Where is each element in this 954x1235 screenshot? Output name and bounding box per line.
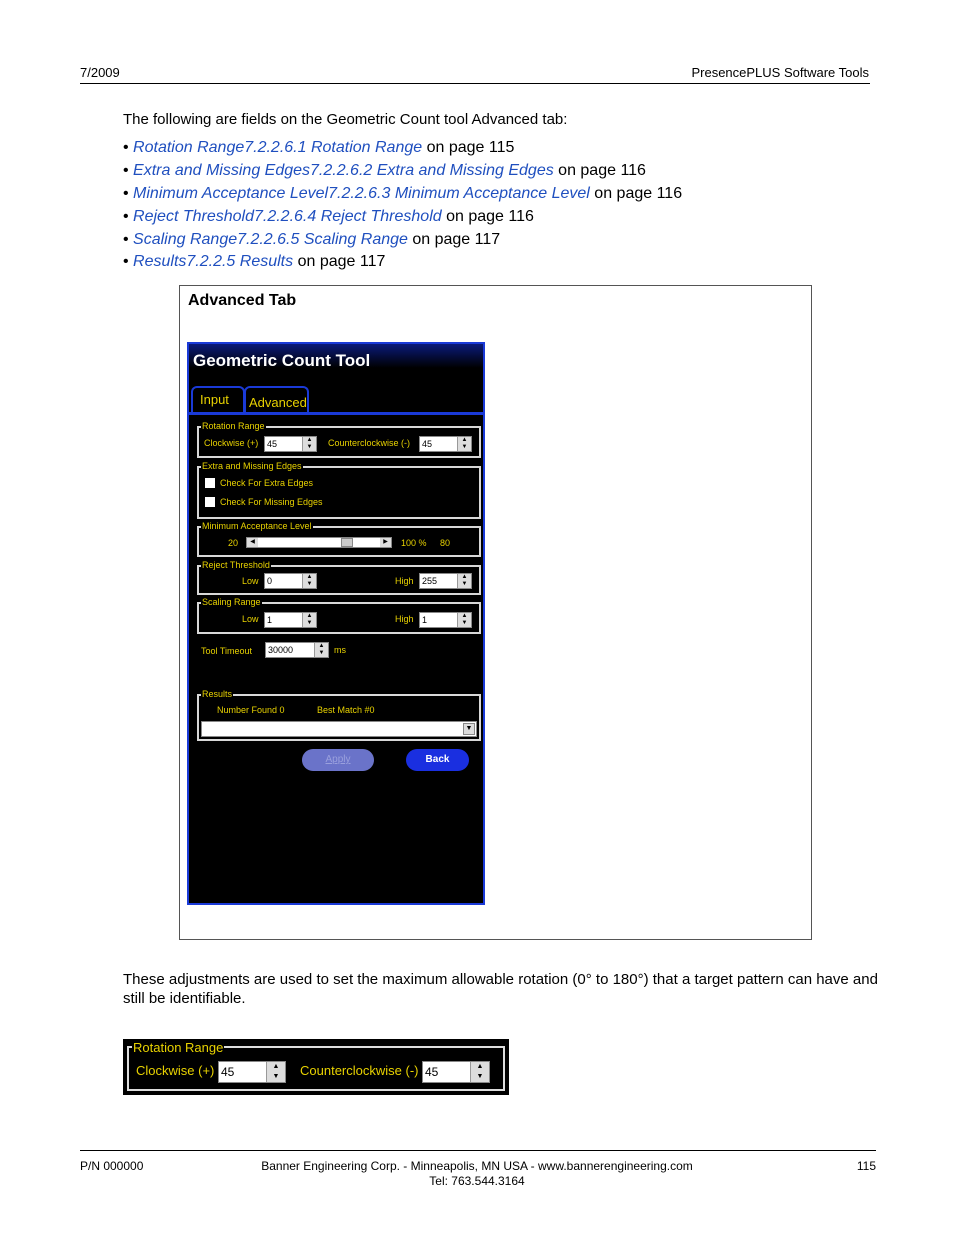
footer-tel: Tel: 763.544.3164 — [429, 1174, 525, 1188]
clockwise-value: 45 — [267, 439, 278, 449]
closeup-clockwise-value: 45 — [221, 1065, 235, 1079]
clockwise-spinner[interactable] — [264, 436, 317, 452]
spin-arrows-icon[interactable]: ▲ ▼ — [457, 437, 471, 451]
spin-arrows-icon[interactable]: ▲ ▼ — [302, 437, 316, 451]
scaling-high-value: 1 — [422, 615, 428, 625]
best-match: Best Match #0 — [317, 705, 375, 715]
reject-label: Reject Threshold — [202, 560, 270, 570]
bullet-link[interactable]: Minimum Acceptance Level7.2.2.6.3 Minimum Acceptance Level — [133, 185, 590, 202]
footer-pn: P/N 000000 — [80, 1159, 144, 1173]
closeup-counterclockwise-spinner[interactable] — [422, 1061, 490, 1083]
scaling-high-label: High — [395, 614, 414, 624]
timeout-value: 30000 — [268, 645, 294, 655]
spin-arrows-icon[interactable]: ▲ ▼ — [302, 574, 316, 588]
counterclockwise-spinner[interactable] — [419, 436, 472, 452]
tab-advanced[interactable]: Advanced — [244, 386, 309, 414]
header-date: 7/2009 — [80, 65, 120, 80]
bullet-item: • Reject Threshold7.2.2.6.4 Reject Threshold on page 116 — [123, 208, 534, 225]
edges-group — [197, 466, 481, 519]
reject-low-value: 0 — [267, 576, 273, 586]
missing-edges-checkbox[interactable] — [205, 497, 215, 507]
closeup-counterclockwise-label: Counterclockwise (-) — [300, 1063, 419, 1078]
spin-arrows-icon[interactable]: ▲ ▼ — [457, 613, 471, 627]
slider-left-arrow-icon[interactable]: ◀ — [247, 538, 258, 547]
acceptance-slider[interactable] — [246, 537, 392, 548]
bullet-suffix: on page 117 — [407, 231, 501, 248]
timeout-label: Tool Timeout — [201, 646, 253, 656]
counterclockwise-value: 45 — [422, 439, 433, 449]
results-label: Results — [202, 689, 233, 699]
bullet-link[interactable]: Rotation Range7.2.2.6.1 Rotation Range — [133, 139, 423, 156]
bullet-suffix: on page 116 — [441, 208, 534, 225]
timeout-unit: ms — [334, 645, 346, 655]
spin-arrows-icon[interactable]: ▲ ▼ — [457, 574, 471, 588]
spin-arrows-icon[interactable]: ▲ ▼ — [470, 1062, 489, 1082]
bullet-link[interactable]: Scaling Range7.2.2.6.5 Scaling Range — [133, 231, 408, 248]
rotation-label: Rotation Range — [202, 421, 265, 431]
spin-arrows-icon[interactable]: ▲ ▼ — [302, 613, 316, 627]
reject-high-label: High — [395, 576, 414, 586]
footer-company: Banner Engineering Corp. - Minneapolis, MN USA - www.bannerengineering.com — [261, 1159, 693, 1173]
slider-thumb[interactable] — [341, 538, 353, 547]
figure-title: Advanced Tab — [188, 292, 297, 309]
bullet-suffix: on page 117 — [293, 253, 386, 270]
bullet-item: • Extra and Missing Edges7.2.2.6.2 Extra and Missing Edges on page 116 — [123, 162, 646, 179]
header-section: PresencePLUS Software Tools — [691, 65, 869, 80]
reject-low-label: Low — [242, 576, 259, 586]
footer-page: 115 — [856, 1159, 876, 1173]
spin-arrows-icon[interactable]: ▲ ▼ — [314, 643, 328, 657]
bullet-link[interactable]: Extra and Missing Edges7.2.2.6.2 Extra and Missing Edges — [133, 162, 554, 179]
extra-edges-checkbox[interactable] — [205, 478, 215, 488]
counterclockwise-label: Counterclockwise (-) — [328, 438, 411, 448]
closeup-label: Rotation Range — [133, 1040, 224, 1055]
scaling-label: Scaling Range — [202, 597, 261, 607]
footer-rule — [80, 1150, 876, 1151]
acceptance-value: 80 — [440, 538, 451, 548]
timeout-spinner[interactable] — [265, 642, 329, 658]
rotation-range-closeup — [123, 1039, 509, 1095]
back-button[interactable]: Back — [406, 749, 469, 771]
closeup-clockwise-label: Clockwise (+) — [136, 1063, 215, 1078]
bullet-suffix: on page 115 — [422, 139, 515, 156]
reject-low-spinner[interactable] — [264, 573, 317, 589]
acceptance-max: 100 % — [401, 538, 427, 548]
apply-button[interactable]: Apply — [302, 749, 374, 771]
reject-high-value: 255 — [422, 576, 438, 586]
chevron-down-icon[interactable]: ▼ — [463, 723, 475, 735]
bullet-item: • Minimum Acceptance Level7.2.2.6.3 Minimum Acceptance Level on page 116 — [123, 185, 683, 202]
acceptance-label: Minimum Acceptance Level — [202, 521, 312, 531]
number-found: Number Found 0 — [217, 705, 285, 715]
bullet-link[interactable]: Results7.2.2.5 Results — [133, 253, 294, 270]
bullet-suffix: on page 116 — [553, 162, 646, 179]
tab-underline — [189, 412, 483, 415]
tool-title: Geometric Count Tool — [189, 344, 483, 374]
bullet-item: • Results7.2.2.5 Results on page 117 — [123, 253, 386, 270]
results-dropdown[interactable] — [201, 721, 477, 737]
clockwise-label: Clockwise (+) — [204, 438, 259, 448]
acceptance-min: 20 — [228, 538, 239, 548]
bullet-suffix: on page 116 — [589, 185, 683, 202]
header-rule — [80, 83, 870, 84]
extra-edges-label: Check For Extra Edges — [220, 478, 314, 488]
intro-text: The following are fields on the Geometric Count tool Advanced tab: — [123, 111, 568, 128]
tab-input[interactable]: Input — [191, 386, 245, 414]
caption-text: These adjustments are used to set the maximum allowable rotation (0° to 180°) that a target pattern can have and still be identifiable. — [123, 971, 878, 1007]
closeup-counterclockwise-value: 45 — [425, 1065, 439, 1079]
bullet-link[interactable]: Reject Threshold7.2.2.6.4 Reject Threshold — [133, 208, 442, 225]
scaling-low-spinner[interactable] — [264, 612, 317, 628]
closeup-clockwise-spinner[interactable] — [218, 1061, 286, 1083]
scaling-low-label: Low — [242, 614, 259, 624]
bullet-item: • Rotation Range7.2.2.6.1 Rotation Range on page 115 — [123, 139, 515, 156]
edges-label: Extra and Missing Edges — [202, 461, 302, 471]
scaling-low-value: 1 — [267, 615, 273, 625]
tool-window — [187, 342, 485, 905]
spin-arrows-icon[interactable]: ▲ ▼ — [266, 1062, 285, 1082]
bullet-item: • Scaling Range7.2.2.6.5 Scaling Range on page 117 — [123, 231, 501, 248]
reject-high-spinner[interactable] — [419, 573, 472, 589]
slider-right-arrow-icon[interactable]: ▶ — [380, 538, 391, 547]
scaling-high-spinner[interactable] — [419, 612, 472, 628]
missing-edges-label: Check For Missing Edges — [220, 497, 323, 507]
